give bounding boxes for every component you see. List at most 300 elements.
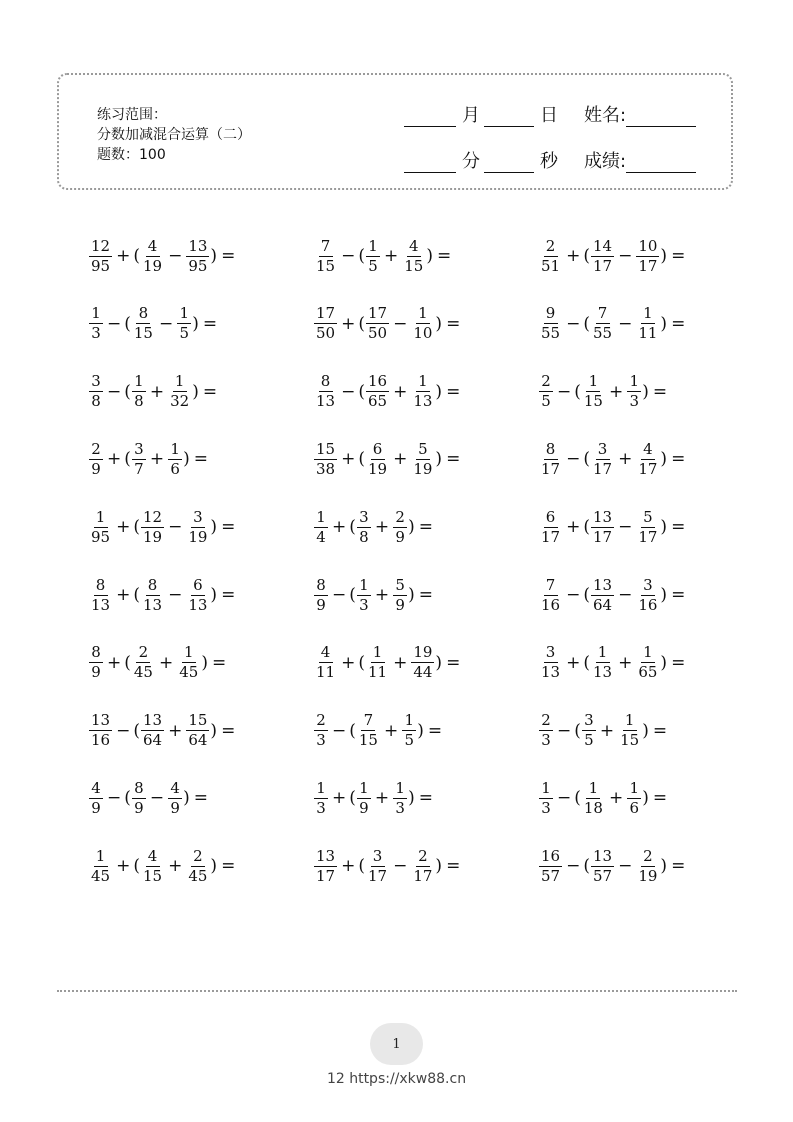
- fraction: [314, 780, 328, 817]
- numerator: 2: [544, 238, 558, 257]
- denominator: 15: [358, 731, 378, 750]
- denominator: 55: [592, 324, 613, 343]
- operator: −: [341, 246, 356, 266]
- denominator: 95: [188, 256, 208, 275]
- close-paren: ): [210, 585, 218, 605]
- denominator: 18: [583, 798, 603, 817]
- denominator: 6: [629, 798, 639, 817]
- problem-item: [313, 370, 460, 414]
- numerator: 1: [89, 305, 103, 324]
- close-paren: ): [660, 652, 668, 673]
- problem-item: [313, 437, 460, 481]
- fraction: [186, 238, 209, 275]
- topic-label: 分数加减混合运算（二）: [97, 127, 251, 143]
- numerator: 1: [94, 848, 108, 867]
- numerator: 3: [357, 509, 371, 528]
- open-paren: (: [358, 381, 365, 402]
- denominator: 17: [413, 866, 433, 885]
- numerator: 4: [168, 780, 182, 799]
- fraction: [168, 441, 182, 478]
- operator: −: [618, 585, 633, 605]
- denominator: 6: [170, 459, 180, 478]
- denominator: 64: [592, 595, 613, 614]
- operator: +: [332, 517, 347, 538]
- operator: +: [618, 652, 633, 673]
- range-label: 练习范围：: [97, 107, 167, 123]
- numerator: 1: [357, 780, 371, 799]
- denominator: 3: [541, 731, 551, 750]
- problem-item: [88, 302, 217, 346]
- problem-item: [313, 302, 460, 346]
- fraction: [539, 373, 553, 410]
- operator: −: [618, 313, 633, 334]
- open-paren: (: [583, 313, 590, 334]
- fraction: [132, 780, 146, 817]
- denominator: 3: [395, 798, 405, 817]
- denominator: 17: [592, 256, 613, 275]
- fraction: [186, 509, 209, 546]
- denominator: 45: [133, 663, 153, 682]
- denominator: 50: [367, 324, 388, 343]
- denominator: 3: [316, 798, 326, 817]
- operator: +: [383, 246, 399, 266]
- equals-sign: =: [446, 381, 461, 402]
- operator: −: [557, 720, 572, 741]
- problem-item: [538, 505, 685, 549]
- denominator: 13: [413, 392, 433, 411]
- numerator: 1: [641, 305, 655, 324]
- denominator: 95: [91, 527, 111, 546]
- problem-item: [313, 776, 433, 820]
- numerator: 4: [89, 780, 103, 799]
- close-paren: ): [435, 381, 443, 402]
- fraction: [636, 848, 659, 885]
- equals-sign: =: [446, 449, 461, 470]
- numerator: 13: [592, 575, 613, 594]
- fraction: [591, 644, 614, 681]
- operator: +: [332, 788, 347, 809]
- fraction: [357, 712, 380, 749]
- denominator: 11: [638, 324, 658, 343]
- open-paren: (: [124, 313, 131, 334]
- operator: −: [107, 788, 122, 809]
- denominator: 13: [91, 595, 111, 614]
- operator: +: [374, 517, 390, 538]
- operator: +: [393, 652, 408, 673]
- denominator: 32: [170, 392, 190, 411]
- fraction: [539, 305, 562, 342]
- denominator: 19: [142, 527, 163, 546]
- operator: −: [332, 585, 347, 605]
- equals-sign: =: [652, 788, 668, 809]
- operator: −: [341, 381, 356, 402]
- open-paren: (: [574, 381, 581, 402]
- name-label: 姓名:: [584, 105, 627, 126]
- fraction: [636, 644, 659, 681]
- numerator: 16: [541, 846, 561, 865]
- equals-sign: =: [436, 246, 452, 266]
- denominator: 17: [592, 459, 613, 478]
- operator: +: [116, 246, 131, 266]
- problem-item: [313, 709, 442, 753]
- denominator: 13: [592, 663, 613, 682]
- fraction: [168, 373, 191, 410]
- numerator: 4: [146, 848, 160, 867]
- close-paren: ): [660, 313, 668, 334]
- open-paren: (: [124, 652, 131, 673]
- numerator: 8: [544, 441, 558, 460]
- open-paren: (: [583, 652, 590, 673]
- equals-sign: =: [446, 856, 461, 877]
- open-paren: (: [583, 585, 590, 605]
- fraction: [393, 577, 407, 614]
- denominator: 19: [142, 256, 163, 275]
- fraction: [591, 848, 614, 885]
- numerator: 13: [316, 846, 336, 865]
- fraction: [314, 305, 337, 342]
- operator: −: [618, 246, 633, 266]
- fraction: [89, 644, 103, 681]
- open-paren: (: [349, 585, 356, 605]
- operator: −: [107, 313, 122, 334]
- close-paren: ): [210, 517, 218, 538]
- denominator: 19: [188, 527, 208, 546]
- numerator: 13: [142, 711, 163, 730]
- numerator: 3: [132, 441, 146, 460]
- count-label: 题数：100: [97, 147, 166, 163]
- numerator: 2: [393, 509, 407, 528]
- numerator: 8: [132, 780, 146, 799]
- operator: +: [116, 585, 131, 605]
- problem-item: [88, 437, 208, 481]
- operator: −: [116, 720, 131, 741]
- denominator: 3: [316, 731, 326, 750]
- numerator: 7: [361, 712, 375, 731]
- equals-sign: =: [221, 585, 236, 605]
- second-label: 秒: [540, 151, 558, 172]
- denominator: 3: [629, 392, 639, 411]
- numerator: 6: [544, 509, 558, 528]
- fraction: [411, 441, 434, 478]
- operator: +: [341, 449, 356, 470]
- close-paren: ): [642, 381, 649, 402]
- denominator: 13: [541, 663, 561, 682]
- fraction: [366, 441, 389, 478]
- numerator: 13: [592, 846, 613, 865]
- fraction: [89, 577, 112, 614]
- operator: −: [158, 313, 174, 334]
- numerator: 8: [314, 577, 328, 596]
- numerator: 3: [191, 509, 205, 528]
- equals-sign: =: [652, 381, 668, 402]
- equals-sign: =: [221, 246, 236, 266]
- denominator: 45: [91, 866, 111, 885]
- numerator: 1: [539, 780, 553, 799]
- fraction: [618, 712, 641, 749]
- fraction: [636, 509, 659, 546]
- day-label: 日: [540, 105, 558, 126]
- numerator: 1: [416, 373, 430, 392]
- equals-sign: =: [193, 788, 209, 809]
- operator: −: [566, 856, 581, 877]
- equals-sign: =: [418, 788, 434, 809]
- operator: −: [107, 381, 122, 402]
- close-paren: ): [192, 381, 199, 402]
- fraction: [366, 305, 389, 342]
- denominator: 9: [91, 798, 101, 817]
- open-paren: (: [133, 517, 140, 538]
- denominator: 3: [541, 798, 551, 817]
- fraction: [591, 509, 614, 546]
- operator: −: [618, 856, 633, 877]
- fraction: [591, 305, 614, 342]
- problem-item: [88, 776, 208, 820]
- numerator: 8: [136, 305, 150, 324]
- fraction: [141, 509, 164, 546]
- problem-item: [538, 776, 667, 820]
- problem-item: [538, 844, 685, 888]
- operator: −: [168, 246, 183, 266]
- problem-item: [313, 573, 433, 617]
- fraction: [539, 238, 562, 275]
- numerator: 4: [641, 441, 655, 460]
- denominator: 15: [583, 392, 603, 411]
- operator: +: [618, 449, 633, 470]
- denominator: 95: [91, 256, 111, 275]
- score-label: 成绩:: [584, 151, 627, 172]
- problem-item: [88, 844, 235, 888]
- fraction: [141, 577, 164, 614]
- numerator: 7: [544, 577, 558, 596]
- fraction: [89, 780, 103, 817]
- fraction: [314, 509, 328, 546]
- denominator: 5: [584, 731, 594, 750]
- operator: −: [566, 585, 581, 605]
- denominator: 9: [91, 663, 101, 682]
- open-paren: (: [358, 246, 365, 266]
- close-paren: ): [660, 517, 668, 538]
- open-paren: (: [574, 720, 581, 741]
- numerator: 1: [182, 644, 196, 663]
- operator: −: [557, 381, 572, 402]
- operator: −: [618, 517, 633, 538]
- minute-label: 分: [462, 151, 480, 172]
- open-paren: (: [349, 788, 356, 809]
- denominator: 64: [142, 731, 163, 750]
- operator: −: [168, 517, 183, 538]
- close-paren: ): [426, 246, 433, 266]
- numerator: 15: [316, 439, 336, 458]
- operator: +: [116, 517, 131, 538]
- fraction: [591, 238, 614, 275]
- denominator: 15: [142, 866, 163, 885]
- close-paren: ): [660, 449, 668, 470]
- numerator: 15: [188, 711, 208, 730]
- equals-sign: =: [202, 313, 218, 334]
- problem-item: [313, 641, 460, 685]
- open-paren: (: [124, 381, 131, 402]
- operator: −: [168, 585, 183, 605]
- problem-item: [313, 234, 451, 278]
- open-paren: (: [583, 856, 590, 877]
- fraction: [539, 441, 562, 478]
- equals-sign: =: [221, 720, 236, 741]
- open-paren: (: [133, 246, 140, 266]
- fraction: [393, 780, 407, 817]
- close-paren: ): [642, 788, 649, 809]
- equals-sign: =: [446, 652, 461, 673]
- numerator: 9: [544, 305, 558, 324]
- close-paren: ): [417, 720, 424, 741]
- numerator: 1: [371, 644, 385, 663]
- denominator: 17: [638, 256, 658, 275]
- operator: +: [149, 381, 165, 402]
- close-paren: ): [210, 856, 218, 877]
- numerator: 5: [393, 577, 407, 596]
- fraction: [314, 373, 337, 410]
- operator: +: [107, 449, 122, 470]
- operator: +: [566, 652, 581, 673]
- month-label: 月: [462, 105, 480, 126]
- numerator: 8: [94, 577, 108, 596]
- denominator: 5: [179, 324, 189, 343]
- fraction: [89, 712, 112, 749]
- equals-sign: =: [671, 652, 686, 673]
- close-paren: ): [183, 788, 190, 809]
- denominator: 15: [620, 731, 640, 750]
- numerator: 4: [407, 238, 421, 257]
- numerator: 13: [91, 711, 111, 730]
- close-paren: ): [192, 313, 199, 334]
- fraction: [627, 373, 641, 410]
- numerator: 7: [596, 305, 610, 324]
- fraction: [636, 305, 659, 342]
- operator: +: [599, 720, 615, 741]
- close-paren: ): [210, 246, 218, 266]
- denominator: 13: [316, 392, 336, 411]
- open-paren: (: [349, 517, 356, 538]
- open-paren: (: [358, 449, 365, 470]
- fraction: [411, 848, 434, 885]
- denominator: 65: [638, 663, 658, 682]
- close-paren: ): [660, 585, 668, 605]
- denominator: 9: [316, 595, 326, 614]
- fraction: [636, 238, 659, 275]
- numerator: 1: [641, 644, 655, 663]
- denominator: 3: [359, 595, 369, 614]
- denominator: 57: [541, 866, 561, 885]
- open-paren: (: [358, 652, 365, 673]
- fraction: [402, 712, 416, 749]
- numerator: 2: [539, 373, 553, 392]
- numerator: 17: [316, 304, 336, 323]
- problem-item: [538, 302, 685, 346]
- open-paren: (: [133, 720, 140, 741]
- fraction: [314, 238, 337, 275]
- fraction: [89, 305, 103, 342]
- numerator: 3: [596, 441, 610, 460]
- fraction: [636, 441, 659, 478]
- numerator: 1: [314, 509, 328, 528]
- fraction: [411, 644, 434, 681]
- close-paren: ): [210, 720, 218, 741]
- fraction: [366, 238, 380, 275]
- denominator: 17: [592, 527, 613, 546]
- numerator: 6: [191, 577, 205, 596]
- fraction: [132, 644, 155, 681]
- fraction: [89, 848, 112, 885]
- numerator: 10: [638, 236, 658, 255]
- equals-sign: =: [446, 313, 461, 334]
- denominator: 51: [541, 256, 561, 275]
- numerator: 5: [416, 441, 430, 460]
- close-paren: ): [408, 517, 415, 538]
- numerator: 19: [413, 643, 433, 662]
- fraction: [141, 712, 164, 749]
- open-paren: (: [574, 788, 581, 809]
- numerator: 1: [94, 509, 108, 528]
- denominator: 38: [316, 459, 336, 478]
- close-paren: ): [183, 449, 190, 470]
- operator: +: [374, 585, 390, 605]
- operator: +: [566, 517, 581, 538]
- open-paren: (: [133, 585, 140, 605]
- numerator: 3: [582, 712, 596, 731]
- close-paren: ): [435, 652, 443, 673]
- close-paren: ): [408, 788, 415, 809]
- operator: +: [149, 449, 165, 470]
- denominator: 15: [133, 324, 153, 343]
- problem-item: [538, 234, 685, 278]
- denominator: 4: [316, 527, 326, 546]
- numerator: 1: [314, 780, 328, 799]
- fraction: [636, 577, 659, 614]
- fraction: [366, 644, 389, 681]
- close-paren: ): [201, 652, 208, 673]
- numerator: 14: [592, 236, 613, 255]
- operator: −: [149, 788, 165, 809]
- problem-item: [88, 234, 235, 278]
- denominator: 19: [367, 459, 388, 478]
- fraction: [539, 848, 562, 885]
- equals-sign: =: [418, 585, 434, 605]
- numerator: 1: [627, 373, 641, 392]
- numerator: 12: [142, 507, 163, 526]
- operator: +: [158, 652, 174, 673]
- denominator: 50: [316, 324, 336, 343]
- numerator: 1: [357, 577, 371, 596]
- denominator: 17: [638, 527, 658, 546]
- operator: −: [557, 788, 572, 809]
- operator: −: [566, 313, 581, 334]
- fraction: [539, 509, 562, 546]
- fraction: [168, 780, 182, 817]
- denominator: 45: [179, 663, 199, 682]
- numerator: 2: [416, 848, 430, 867]
- fraction: [314, 441, 337, 478]
- fraction: [591, 441, 614, 478]
- numerator: 8: [146, 577, 160, 596]
- denominator: 9: [170, 798, 180, 817]
- equals-sign: =: [193, 449, 209, 470]
- denominator: 16: [91, 731, 111, 750]
- numerator: 4: [146, 238, 160, 257]
- fraction: [314, 577, 328, 614]
- denominator: 15: [404, 256, 424, 275]
- denominator: 16: [638, 595, 658, 614]
- open-paren: (: [583, 517, 590, 538]
- operator: +: [608, 381, 624, 402]
